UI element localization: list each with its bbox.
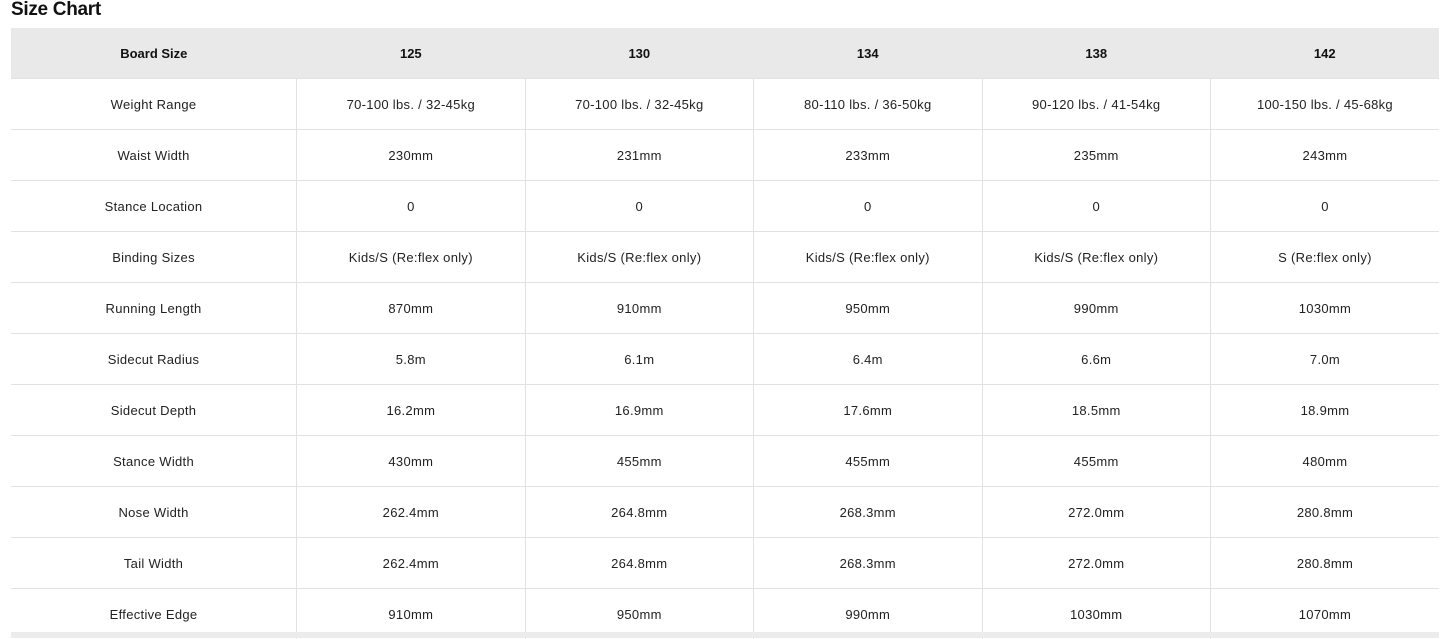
header-size-142: 142: [1210, 28, 1439, 79]
table-cell: 280.8mm: [1210, 538, 1439, 589]
table-cell: 6.1m: [525, 334, 753, 385]
table-cell: 1030mm: [1210, 283, 1439, 334]
table-cell: 1070mm: [1210, 589, 1439, 639]
table-cell: 264.8mm: [525, 538, 753, 589]
table-cell: 6.4m: [754, 334, 982, 385]
table-cell: 455mm: [525, 436, 753, 487]
table-cell: Kids/S (Re:flex only): [982, 232, 1210, 283]
table-cell: 0: [754, 181, 982, 232]
table-cell: Kids/S (Re:flex only): [525, 232, 753, 283]
table-cell: Kids/S (Re:flex only): [297, 232, 525, 283]
table-cell: 17.6mm: [754, 385, 982, 436]
table-cell: 950mm: [754, 283, 982, 334]
table-cell: Kids/S (Re:flex only): [754, 232, 982, 283]
header-size-125: 125: [297, 28, 525, 79]
row-label: Sidecut Depth: [11, 385, 297, 436]
table-cell: 280.8mm: [1210, 487, 1439, 538]
table-row: [11, 538, 1439, 589]
row-label: Running Length: [11, 283, 297, 334]
row-label: Tail Width: [11, 538, 297, 589]
table-cell: 231mm: [525, 130, 753, 181]
table-row: [11, 334, 1439, 385]
table-row: [11, 232, 1439, 283]
table-row: [11, 385, 1439, 436]
table-cell: 272.0mm: [982, 538, 1210, 589]
table-cell: 243mm: [1210, 130, 1439, 181]
table-cell: 16.2mm: [297, 385, 525, 436]
table-cell: 18.9mm: [1210, 385, 1439, 436]
table-cell: 70-100 lbs. / 32-45kg: [525, 79, 753, 130]
header-size-130: 130: [525, 28, 753, 79]
table-cell: 870mm: [297, 283, 525, 334]
table-cell: 235mm: [982, 130, 1210, 181]
table-cell: 455mm: [982, 436, 1210, 487]
table-cell: 262.4mm: [297, 487, 525, 538]
row-label: Waist Width: [11, 130, 297, 181]
table-cell: 268.3mm: [754, 538, 982, 589]
header-board-size: Board Size: [11, 28, 297, 79]
table-cell: S (Re:flex only): [1210, 232, 1439, 283]
table-header-row: [11, 28, 1439, 79]
row-label: Stance Width: [11, 436, 297, 487]
table-cell: 6.6m: [982, 334, 1210, 385]
table-row: [11, 283, 1439, 334]
table-cell: 264.8mm: [525, 487, 753, 538]
table-bottom-edge: [11, 632, 1439, 638]
size-chart-table: [11, 28, 1439, 639]
table-cell: 262.4mm: [297, 538, 525, 589]
table-cell: 480mm: [1210, 436, 1439, 487]
table-cell: 7.0m: [1210, 334, 1439, 385]
header-size-134: 134: [754, 28, 982, 79]
table-cell: 70-100 lbs. / 32-45kg: [297, 79, 525, 130]
table-cell: 0: [297, 181, 525, 232]
table-cell: 233mm: [754, 130, 982, 181]
table-cell: 990mm: [982, 283, 1210, 334]
table-row: [11, 79, 1439, 130]
table-cell: 0: [1210, 181, 1439, 232]
table-row: [11, 487, 1439, 538]
row-label: Sidecut Radius: [11, 334, 297, 385]
table-cell: 430mm: [297, 436, 525, 487]
table-cell: 80-110 lbs. / 36-50kg: [754, 79, 982, 130]
table-cell: 950mm: [525, 589, 753, 639]
table-cell: 90-120 lbs. / 41-54kg: [982, 79, 1210, 130]
table-cell: 910mm: [525, 283, 753, 334]
header-size-138: 138: [982, 28, 1210, 79]
row-label: Nose Width: [11, 487, 297, 538]
table-cell: 0: [525, 181, 753, 232]
table-cell: 990mm: [754, 589, 982, 639]
row-label: Binding Sizes: [11, 232, 297, 283]
table-cell: 16.9mm: [525, 385, 753, 436]
table-cell: 5.8m: [297, 334, 525, 385]
page-title: Size Chart: [11, 0, 101, 22]
table-cell: 272.0mm: [982, 487, 1210, 538]
table-cell: 1030mm: [982, 589, 1210, 639]
table-cell: 0: [982, 181, 1210, 232]
table-row: [11, 436, 1439, 487]
row-label: Effective Edge: [11, 589, 297, 639]
row-label: Stance Location: [11, 181, 297, 232]
row-label: Weight Range: [11, 79, 297, 130]
table-row: [11, 181, 1439, 232]
table-cell: 230mm: [297, 130, 525, 181]
table-cell: 455mm: [754, 436, 982, 487]
table-cell: 100-150 lbs. / 45-68kg: [1210, 79, 1439, 130]
table-cell: 268.3mm: [754, 487, 982, 538]
table-cell: 18.5mm: [982, 385, 1210, 436]
table-cell: 910mm: [297, 589, 525, 639]
table-row: [11, 130, 1439, 181]
